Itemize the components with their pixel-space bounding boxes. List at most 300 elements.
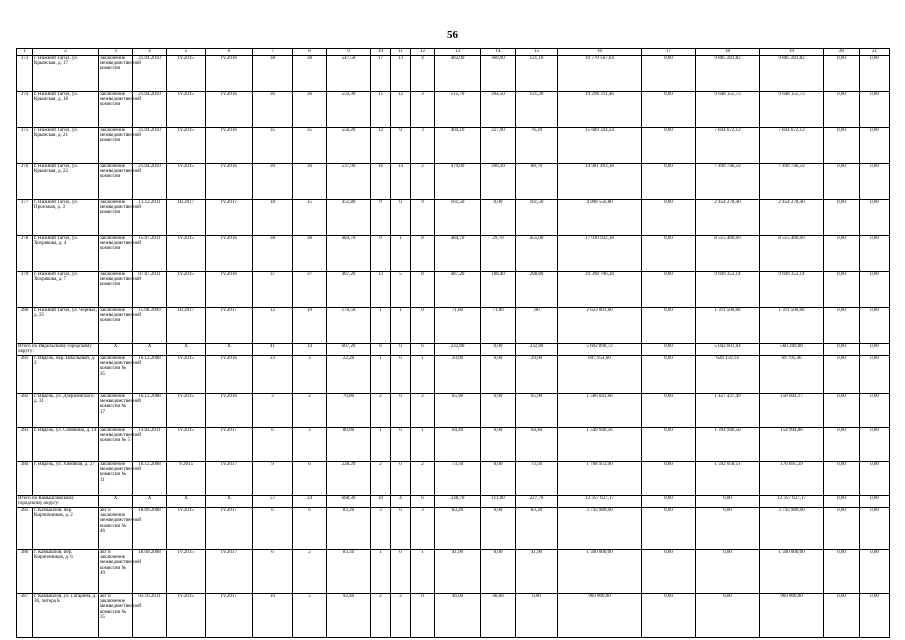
table-cell: 2 (293, 394, 327, 428)
table-cell: 154 994,06 (760, 428, 824, 462)
table-cell: 21.04.2010 (133, 164, 167, 200)
table-cell: 697 954,60 (558, 356, 642, 394)
table-cell: 0,00 (860, 128, 890, 164)
table-cell: X (167, 496, 206, 508)
table-cell: 0,00 (642, 550, 696, 594)
table-cell: 73,50 (516, 462, 558, 496)
column-number: 16 (558, 49, 642, 56)
table-cell: 1 592 058,51 (696, 462, 760, 496)
table-cell: 0,00 (481, 356, 516, 394)
table-cell: 83,20 (516, 508, 558, 550)
table-cell: 2 (411, 462, 435, 496)
table-cell: 3 (371, 508, 391, 550)
table-cell: IV.2017 (206, 308, 253, 344)
table-cell: 9 885 283,82 (760, 56, 824, 92)
table-cell: 0,00 (642, 356, 696, 394)
table-cell: 92,40 (327, 594, 371, 638)
table-cell: 0,00 (696, 550, 760, 594)
table-cell: 1 (411, 550, 435, 594)
table-cell: 23 (253, 356, 293, 394)
table-cell: X (206, 496, 253, 508)
table-cell: IV.2016 (206, 356, 253, 394)
table-cell: 9 (371, 200, 391, 236)
table-cell: 65,90 (516, 394, 558, 428)
address-cell: г. Нижний Тагил, ул. Хохрякова, д. 7 (33, 272, 99, 308)
table-cell: 482,00 (435, 56, 481, 92)
table-cell: 14 (391, 164, 411, 200)
row-number: 384 (17, 462, 33, 496)
table-cell: 547,50 (327, 56, 371, 92)
table-cell: 5 602 890,72 (558, 344, 642, 356)
table-cell: 0,00 (860, 200, 890, 236)
table-cell: 0,00 (824, 550, 860, 594)
column-number: 10 (371, 49, 391, 56)
table-cell: 5 (391, 272, 411, 308)
table-cell: 3 (253, 394, 293, 428)
table-cell: 0 (391, 550, 411, 594)
table-cell: 16.12.2008 (133, 394, 167, 428)
table-cell: 29,00 (435, 356, 481, 394)
table-cell: 2 454 278,40 (760, 200, 824, 236)
row-number: 379 (17, 272, 33, 308)
row-number: 380 (17, 308, 33, 344)
table-cell: 8 515 466,09 (760, 236, 824, 272)
table-cell: 6 (411, 496, 435, 508)
table-cell: 1 (371, 356, 391, 394)
table-cell: IV.2015 (167, 356, 206, 394)
table-cell: заключение межведомственной комиссии (99, 236, 133, 272)
table-cell: 80,00 (327, 428, 371, 462)
table-cell: 0,00 (824, 128, 860, 164)
table-cell: 0,00 (642, 344, 696, 356)
column-number: 1 (17, 49, 33, 56)
table-cell: 10 (293, 308, 327, 344)
column-number: 4 (133, 49, 167, 56)
table-cell: 1 549 940,56 (558, 428, 642, 462)
table-cell: 484,70 (435, 236, 481, 272)
table-cell: 8 (411, 272, 435, 308)
table-cell: 37 (253, 272, 293, 308)
table-cell: 36 (293, 92, 327, 128)
table-cell: 0,00 (642, 128, 696, 164)
table-cell: 83,20 (327, 508, 371, 550)
table-cell: 487,20 (327, 272, 371, 308)
table-cell: 71,80 (435, 308, 481, 344)
column-number: 8 (293, 49, 327, 56)
table-cell: 0,00 (642, 496, 696, 508)
table-cell: 0,00 (860, 164, 890, 200)
table-cell: 46,00 (481, 594, 516, 638)
table-row (17, 308, 890, 344)
table-row (17, 92, 890, 128)
table-cell: 2 623 001,60 (558, 308, 642, 344)
address-cell: г. Нижний Тагил, ул. Крымская, д. 22 (33, 164, 99, 200)
address-cell: г. Нижний Тагил, ул. Крымская, д. 17 (33, 56, 99, 92)
table-cell: 0,00 (481, 428, 516, 462)
table-cell: 0,00 (860, 428, 890, 462)
table-cell: 0,00 (824, 56, 860, 92)
table-row (17, 56, 890, 92)
table-cell: 9 699 353,14 (760, 272, 824, 308)
table-cell: 0,00 (642, 200, 696, 236)
table-cell: IV.2017 (206, 428, 253, 462)
table-cell: 0,00 (860, 394, 890, 428)
table-cell: 0,00 (824, 394, 860, 428)
table-cell: 0 (391, 428, 411, 462)
table-cell: 71,80 (481, 308, 516, 344)
table-cell: 3 743 980,00 (558, 508, 642, 550)
table-cell: 18 (253, 200, 293, 236)
table-cell: 76,20 (516, 128, 558, 164)
column-number: 12 (411, 49, 435, 56)
address-cell: г. Камышлов, пер. Кирпичников, д. 6 (33, 550, 99, 594)
table-cell: 0,00 (860, 550, 890, 594)
table-cell: 0,00 (696, 508, 760, 550)
table-cell: V.2015 (167, 462, 206, 496)
table-cell: 9 (371, 236, 391, 272)
table-cell: 1 500 000,00 (558, 550, 642, 594)
table-cell: 0,00 (860, 462, 890, 496)
table-cell: 0,00 (824, 428, 860, 462)
table-cell: 03.10.2011 (133, 594, 167, 638)
table-cell: 16.12.2008 (133, 462, 167, 496)
table-cell: 64,40 (435, 428, 481, 462)
table-cell: 14.04.2011 (133, 428, 167, 462)
table-cell: IV.2016 (206, 394, 253, 428)
table-cell: IV.2016 (206, 56, 253, 92)
table-cell: 9 648 155,73 (760, 92, 824, 128)
table-cell: 1 (411, 428, 435, 462)
table-cell: 5 (293, 594, 327, 638)
table-cell: 15 (293, 200, 327, 236)
table-cell: IV.2015 (167, 594, 206, 638)
column-number: 20 (824, 49, 860, 56)
table-cell: 38 (293, 236, 327, 272)
register-table (16, 48, 890, 638)
table-cell: 158 604,17 (760, 394, 824, 428)
address-cell: г. Ивдель, ул. Собянина, д. 14 (33, 428, 99, 462)
table-cell: акт и заключение межведомственной комиссии № 49 (99, 550, 133, 594)
table-cell: 73,50 (435, 462, 481, 496)
table-cell: 0,00 (481, 462, 516, 496)
table-cell: 0,00 (824, 496, 860, 508)
column-number: 9 (327, 49, 371, 56)
column-number: 17 (642, 49, 696, 56)
table-cell: заключение межведомственной комиссии (99, 308, 133, 344)
table-cell: 69 795,46 (760, 356, 824, 394)
table-cell: 0,00 (860, 272, 890, 308)
row-number: 386 (17, 550, 33, 594)
table-cell: 515,70 (435, 92, 481, 128)
table-cell: X (99, 344, 133, 356)
table-row (17, 200, 890, 236)
table-cell: 607,20 (327, 344, 371, 356)
table-cell: 451,80 (327, 200, 371, 236)
table-cell: IV.2017 (206, 462, 253, 496)
table-cell: 0,00 (824, 344, 860, 356)
table-cell: IV.2015 (167, 508, 206, 550)
table-cell: 0,00 (860, 508, 890, 550)
table-cell: 227,70 (516, 496, 558, 508)
table-cell: III.2017 (167, 200, 206, 236)
table-cell: 170,50 (327, 308, 371, 344)
address-cell: г. Нижний Тагил, ул. Черных, д. 25 (33, 308, 99, 344)
table-cell: 0,00 (824, 594, 860, 638)
table-cell: 0,00 (516, 594, 558, 638)
table-cell: 0 (391, 200, 411, 236)
table-cell: 2 454 278,40 (696, 200, 760, 236)
table-row (17, 356, 890, 394)
table-row (17, 508, 890, 550)
table-cell: 0,00 (481, 344, 516, 356)
table-cell: 24 (293, 496, 327, 508)
row-number: 374 (17, 92, 33, 128)
table-cell: 2 (411, 394, 435, 428)
table-cell: 83,50 (327, 550, 371, 594)
table-cell: 404,10 (435, 128, 481, 164)
table-cell: 7 844 672,12 (760, 128, 824, 164)
table-cell: 668,30 (327, 496, 371, 508)
table-cell: 0,00 (642, 594, 696, 638)
table-cell: 2 (391, 594, 411, 638)
table-cell: 0,00 (642, 308, 696, 344)
table-cell: 628 159,14 (696, 356, 760, 394)
table-cell: 0,00 (642, 92, 696, 128)
table-cell: 111,00 (481, 496, 516, 508)
row-number: 377 (17, 200, 33, 236)
table-cell: 1 311 500,80 (696, 308, 760, 344)
table-cell: X (167, 344, 206, 356)
table-cell: 19 398 706,28 (558, 272, 642, 308)
table-cell: 18.09.2008 (133, 508, 167, 550)
table-cell: 38 (253, 56, 293, 92)
row-number: 375 (17, 128, 33, 164)
table-cell: 1 427 437,49 (696, 394, 760, 428)
table-cell: 29,70 (481, 236, 516, 272)
table-cell: 3 (411, 92, 435, 128)
table-cell: 3 (293, 356, 327, 394)
table-cell: IV.2017 (206, 550, 253, 594)
table-cell: 16.12.2008 (133, 356, 167, 394)
table-cell: IV.2015 (167, 428, 206, 462)
table-cell: 6 (293, 462, 327, 496)
table-cell: 161,50 (516, 200, 558, 236)
table-cell: акт и заключение межведомственной комиссии № 46 (99, 508, 133, 550)
table-cell: 2 (293, 550, 327, 594)
table-cell: 3 (411, 128, 435, 164)
table-row (17, 164, 890, 200)
table-cell: 0 (391, 344, 411, 356)
table-cell: заключение межведомственной комиссии № 5 (99, 428, 133, 462)
table-cell: 1 394 946,50 (696, 428, 760, 462)
row-number: 381 (17, 356, 33, 394)
table-row (17, 462, 890, 496)
table-cell: 0 (391, 462, 411, 496)
table-cell: 121,10 (516, 56, 558, 92)
column-number: 15 (516, 49, 558, 56)
table-cell: 8 515 466,09 (696, 236, 760, 272)
table-cell: 2 (371, 462, 391, 496)
address-cell: г. Ивдель, ул. Дзержинского, д. 31 (33, 394, 99, 428)
table-cell: 0,00 (696, 496, 760, 508)
table-cell: 41,90 (516, 550, 558, 594)
table-cell: 4 (391, 496, 411, 508)
address-cell: г. Камышлов, пер. Кирпичников, д. 2 (33, 508, 99, 550)
table-cell: 0,00 (824, 308, 860, 344)
table-cell: заключение межведомственной комиссии (99, 164, 133, 200)
table-cell: 1 (371, 308, 391, 344)
table-cell: 15.07.2011 (133, 236, 167, 272)
row-number: 382 (17, 394, 33, 428)
table-cell: 1 500 000,00 (760, 550, 824, 594)
row-number: 385 (17, 508, 33, 550)
table-cell: X (99, 496, 133, 508)
table-cell: 484,70 (327, 236, 371, 272)
table-cell: 0,00 (860, 344, 890, 356)
table-cell: 1 (391, 308, 411, 344)
table-cell: 12 357 627,17 (558, 496, 642, 508)
table-cell: 232,80 (516, 344, 558, 356)
table-cell: 9 885 283,82 (696, 56, 760, 92)
table-cell: 8 (411, 236, 435, 272)
table-cell: 21.04.2010 (133, 56, 167, 92)
table-cell: 1 (371, 428, 391, 462)
table-cell: заключение межведомственной комиссии (99, 56, 133, 92)
table-cell: X (206, 344, 253, 356)
table-cell: 4 908 556,80 (558, 200, 642, 236)
table-cell: 36 (253, 92, 293, 128)
table-cell: 18.09.2008 (133, 550, 167, 594)
table-cell: 11.08.2009 (133, 308, 167, 344)
table-cell: 3 743 980,00 (760, 508, 824, 550)
table-cell: 0,00 (860, 308, 890, 344)
table-cell: 0,00 (642, 164, 696, 200)
table-cell: 0,00 (642, 462, 696, 496)
column-number: 6 (206, 49, 253, 56)
table-cell: 9 (253, 462, 293, 496)
table-cell: IV.2017 (206, 594, 253, 638)
table-cell: заключение межведомственной комиссии № 11 (99, 462, 133, 496)
subtotal-row (17, 344, 890, 356)
table-cell: 30 (293, 164, 327, 200)
table-cell: 19 296 311,46 (558, 92, 642, 128)
table-cell: 14 981 493,18 (558, 164, 642, 200)
address-cell: г. Ивдель, ул. Химиков, д. 27 (33, 462, 99, 496)
address-cell: г. Нижний Тагил, ул. Хохрякова, д. 4 (33, 236, 99, 272)
table-cell: заключение межведомственной комиссии (99, 200, 133, 236)
table-cell: 46,00 (435, 594, 481, 638)
table-cell: IV.2017 (206, 508, 253, 550)
table-cell: 3 (411, 508, 435, 550)
table-cell: 0,00 (824, 200, 860, 236)
table-cell: 394,50 (481, 92, 516, 128)
table-cell: 12 (371, 128, 391, 164)
table-cell: 1 (371, 550, 391, 594)
table-cell: 121,20 (516, 92, 558, 128)
table-cell: 9 (411, 200, 435, 236)
table-cell: заключение межведомственной комиссии (99, 128, 133, 164)
table-cell: 2 (371, 594, 391, 638)
column-number: 19 (760, 49, 824, 56)
table-cell: 0,00 (481, 394, 516, 428)
table-cell: 0,00 (824, 462, 860, 496)
table-cell: 232,80 (435, 344, 481, 356)
address-cell: г. Нижний Тагил, ул. Проезжая, д. 3 (33, 200, 99, 236)
table-cell: X (133, 496, 167, 508)
table-cell: 559,30 (327, 92, 371, 128)
table-cell: 6 (293, 508, 327, 550)
table-row (17, 272, 890, 308)
table-cell: 17 (371, 56, 391, 92)
table-cell: 35 (253, 128, 293, 164)
table-cell: 6 (253, 428, 293, 462)
table-cell: IV.2015 (167, 92, 206, 128)
table-cell: 0,00 (696, 594, 760, 638)
table-cell: 176 895,39 (760, 462, 824, 496)
table-cell: IV.2016 (206, 128, 253, 164)
table-cell: 0 (411, 308, 435, 344)
subtotal-label: Итого по Ивдельскому городскому округу: (17, 344, 99, 356)
table-cell: 1 (391, 236, 411, 272)
row-number: 373 (17, 56, 33, 92)
table-cell: 30 (253, 164, 293, 200)
table-cell: 76,80 (327, 394, 371, 428)
table-cell: 13 (371, 272, 391, 308)
table-cell: 21.04.2010 (133, 92, 167, 128)
table-cell: 0,00 (642, 236, 696, 272)
table-cell: 327,90 (481, 128, 516, 164)
table-cell: 7 490 746,59 (760, 164, 824, 200)
table-cell: 537,90 (327, 164, 371, 200)
table-cell: 57 (253, 496, 293, 508)
table-cell: заключение межведомственной комиссии (99, 272, 133, 308)
table-cell: 188,40 (481, 272, 516, 308)
table-cell: 64,40 (516, 428, 558, 462)
table-cell: 9 (391, 128, 411, 164)
table-row (17, 394, 890, 428)
table-cell: 161,50 (435, 200, 481, 236)
table-cell: 1 768 953,90 (558, 462, 642, 496)
table-cell: 21.04.2010 (133, 128, 167, 164)
table-cell: 0,00 (481, 200, 516, 236)
table-cell: заключение межведомственной комиссии № 17 (99, 394, 133, 428)
table-cell: 38 (293, 56, 327, 92)
table-cell: 13.12.2011 (133, 200, 167, 236)
table-cell: IV.2015 (167, 56, 206, 92)
table-cell: 4 (411, 56, 435, 92)
table-cell: 0,00 (860, 356, 890, 394)
table-cell: 22,20 (327, 356, 371, 394)
row-number: 378 (17, 236, 33, 272)
row-number: 387 (17, 594, 33, 638)
table-cell: 338,70 (435, 496, 481, 508)
table-cell: 17 030 932,18 (558, 236, 642, 272)
column-number: 2 (33, 49, 99, 56)
table-cell: IV.2017 (206, 200, 253, 236)
table-cell: 83,20 (435, 508, 481, 550)
table-cell: заключение межведомственной комиссии № 35 (99, 356, 133, 394)
table-cell: 6 (371, 344, 391, 356)
table-cell: 6 (253, 508, 293, 550)
table-cell: 29,00 (516, 356, 558, 394)
table-cell: 0 (391, 394, 411, 428)
table-cell: 38 (253, 236, 293, 272)
table-cell: 9 699 353,14 (696, 272, 760, 308)
table-cell: 9 648 155,73 (696, 92, 760, 128)
table-cell: 228,20 (327, 462, 371, 496)
table-cell: 1 586 041,66 (558, 394, 642, 428)
table-cell: 10 (253, 594, 293, 638)
